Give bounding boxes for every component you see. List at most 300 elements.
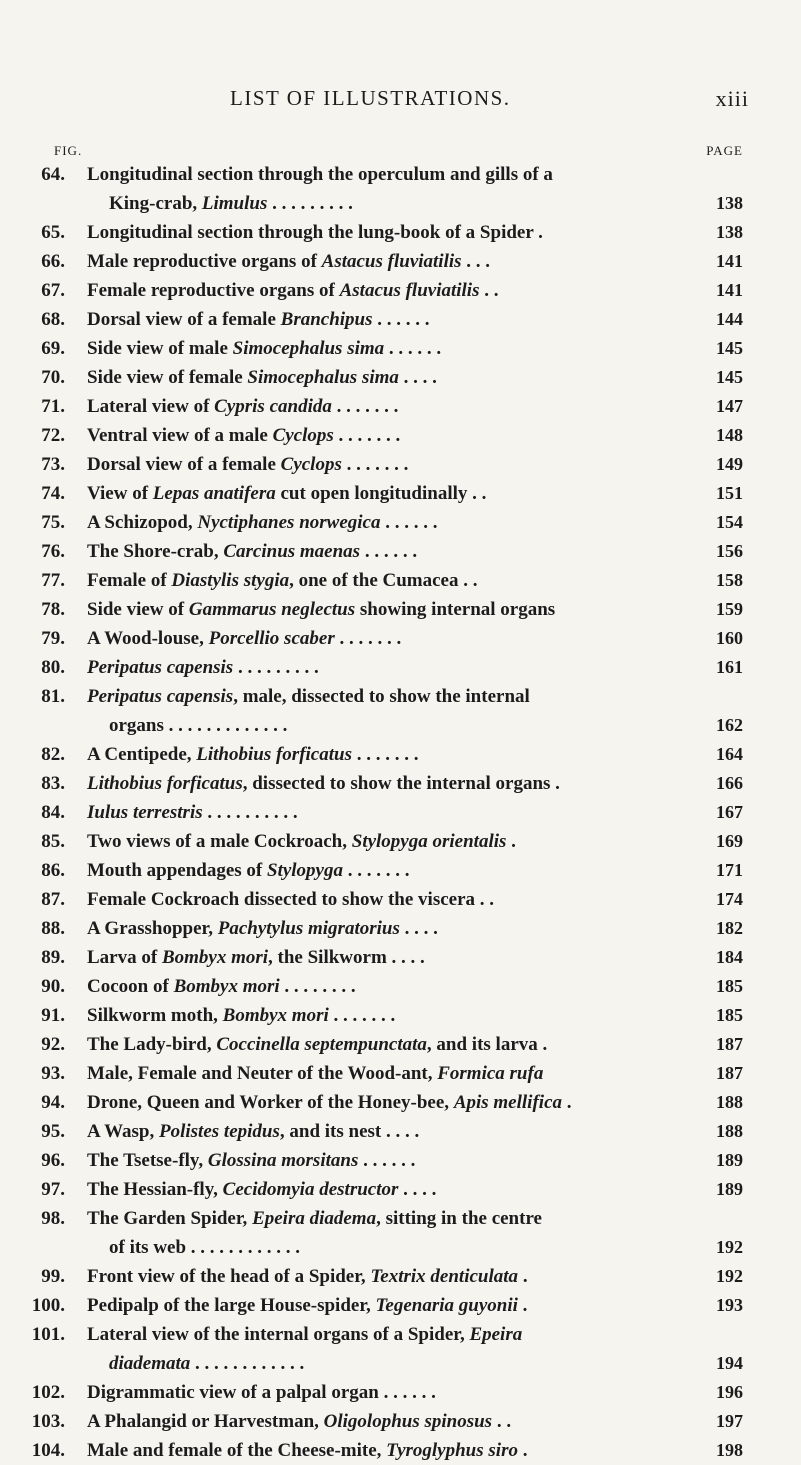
species-name: Porcellio scaber [208,628,335,649]
figure-number: 80. [41,657,65,678]
species-name: Glossina morsitans [207,1150,359,1171]
caption-line [87,595,667,624]
caption-text: , and its nest . . . . [279,1121,420,1142]
page-reference: 148 [716,425,743,445]
page-reference: 196 [716,1382,743,1402]
list-item [0,972,801,1001]
page-reference: 147 [716,396,743,416]
running-title: LIST OF ILLUSTRATIONS. [230,86,511,110]
species-name: Apis mellifica [453,1092,562,1113]
caption-text: Longitudinal section through the operculum and gills of a [87,164,553,185]
figure-caption [87,856,667,885]
page-reference: 185 [716,1005,743,1025]
caption-text: Silkworm moth, [87,1005,223,1026]
list-item [0,1059,801,1088]
caption-text: Female reproductive organs of [87,280,340,301]
figure-caption [87,421,667,450]
caption-text: Cocoon of [87,976,174,997]
page-column-label: PAGE [706,143,743,158]
species-name: Cyclops [272,425,334,446]
caption-line [87,305,667,334]
caption-line [87,711,667,740]
figure-caption [87,885,667,914]
page-reference: 138 [716,222,743,242]
species-name: Iulus terrestris [87,802,203,823]
caption-text: . . . . . . . [333,425,401,446]
list-item [0,1320,801,1378]
figure-caption [87,450,667,479]
caption-text: , sitting in the centre [376,1208,542,1229]
caption-line [87,1407,667,1436]
page-reference: 187 [716,1063,743,1083]
page-reference: 149 [716,454,743,474]
page-reference: 192 [716,1237,743,1257]
figure-number: 81. [41,686,65,707]
caption-line [87,247,667,276]
caption-text: . [506,831,516,852]
caption-text: Side view of female [87,367,248,388]
caption-text: The Shore-crab, [87,541,224,562]
list-item [0,827,801,856]
page-reference: 182 [716,918,743,938]
caption-text: Dorsal view of a female [87,309,281,330]
species-name: Astacus fluviatilis [339,280,480,301]
species-name: Astacus fluviatilis [321,251,462,272]
caption-line [87,566,667,595]
caption-line [87,479,667,508]
figure-number: 98. [41,1208,65,1229]
caption-text: A Wood-louse, [87,628,209,649]
caption-line [87,421,667,450]
caption-line [87,392,667,421]
figure-caption [87,1320,667,1378]
figure-caption [87,769,667,798]
species-name: Bombyx mori [173,976,280,997]
figure-caption [87,1059,667,1088]
figure-caption [87,276,667,305]
species-name: Stylopyga [267,860,343,881]
figure-caption [87,827,667,856]
caption-text: . . . . . . [372,309,430,330]
species-name: Lepas anatifera [152,483,276,504]
caption-text: Lateral view of the internal organs of a Spider, [87,1324,470,1345]
caption-text: Dorsal view of a female [87,454,281,475]
list-item [0,479,801,508]
page-reference: 160 [716,628,743,648]
species-name: Cyclops [280,454,342,475]
list-item [0,1001,801,1030]
caption-text: A Grasshopper, [87,918,218,939]
caption-text: Male reproductive organs of [87,251,322,272]
page-reference: 187 [716,1034,743,1054]
caption-text: The Tsetse-fly, [87,1150,208,1171]
figure-number: 77. [41,570,65,591]
figure-caption [87,392,667,421]
species-name: Lithobius forficatus [87,773,243,794]
figure-caption [87,479,667,508]
figure-number: 72. [41,425,65,446]
caption-line [87,1204,667,1233]
caption-text: . . . . [398,367,437,388]
caption-line [87,740,667,769]
caption-text: Longitudinal section through the lung-book of a Spider . [87,222,543,243]
caption-text: Digrammatic view of a palpal organ . . . . . . [87,1382,436,1403]
species-name: Simocephalus sima [232,338,385,359]
caption-line [87,972,667,1001]
caption-line [87,450,667,479]
caption-text: , and its larva . [426,1034,548,1055]
list-item [0,450,801,479]
running-header [0,86,801,116]
caption-text: Front view of the head of a Spider, [87,1266,371,1287]
figure-number: 94. [41,1092,65,1113]
caption-line [87,1291,667,1320]
caption-line [87,363,667,392]
figure-caption [87,247,667,276]
page-reference: 158 [716,570,743,590]
caption-line [87,1030,667,1059]
caption-text: Female Cockroach dissected to show the viscera . . [87,889,495,910]
figure-caption [87,1175,667,1204]
page-reference: 151 [716,483,743,503]
caption-line [87,334,667,363]
page-reference: 185 [716,976,743,996]
caption-text: Male, Female and Neuter of the Wood-ant, [87,1063,438,1084]
list-item [0,1204,801,1262]
list-item [0,421,801,450]
figure-number: 73. [41,454,65,475]
list-item [0,537,801,566]
list-item [0,856,801,885]
page-reference: 192 [716,1266,743,1286]
figure-number: 85. [41,831,65,852]
list-item [0,276,801,305]
species-name: Cypris candida [214,396,332,417]
species-name: Tyroglyphus siro [386,1440,518,1461]
page-reference: 188 [716,1121,743,1141]
species-name: Peripatus capensis [87,657,234,678]
caption-line [87,276,667,305]
page-reference: 189 [716,1179,743,1199]
caption-text: . . [492,1411,512,1432]
page-reference: 189 [716,1150,743,1170]
figure-number: 67. [41,280,65,301]
figure-number: 68. [41,309,65,330]
figure-caption [87,740,667,769]
figure-caption [87,363,667,392]
figure-caption [87,1291,667,1320]
caption-text: , male, dissected to show the internal [233,686,530,707]
figure-caption [87,1436,667,1465]
caption-line [87,1117,667,1146]
caption-text: . [517,1440,528,1461]
figure-number: 92. [41,1034,65,1055]
figure-caption [87,1407,667,1436]
caption-text: . . . . . . . [351,744,419,765]
caption-text: . . . . [398,1179,437,1200]
caption-line [87,160,667,189]
species-name: Formica rufa [437,1063,544,1084]
figure-number: 99. [41,1266,65,1287]
list-item [0,914,801,943]
caption-text: . . . . . . . . . [233,657,319,678]
page-reference: 145 [716,338,743,358]
figure-number: 96. [41,1150,65,1171]
caption-line [87,1349,667,1378]
figure-caption [87,624,667,653]
caption-text: . . . . . . . [331,396,399,417]
figure-number: 66. [41,251,65,272]
list-item [0,392,801,421]
caption-line [87,856,667,885]
page-reference: 194 [716,1353,743,1373]
page-reference: 164 [716,744,743,764]
caption-line [87,769,667,798]
caption-text: Lateral view of [87,396,215,417]
caption-text: A Schizopod, [87,512,198,533]
page-reference: 167 [716,802,743,822]
caption-line [87,508,667,537]
page-reference: 197 [716,1411,743,1431]
list-item [0,595,801,624]
caption-text: . . . . . . . . [279,976,356,997]
caption-text: . . . . . . . . . . [202,802,298,823]
caption-text: A Phalangid or Harvestman, [87,1411,324,1432]
caption-line [87,798,667,827]
caption-text: , the Silkworm . . . . [268,947,425,968]
species-name: Carcinus maenas [223,541,361,562]
caption-text: Female of [87,570,172,591]
list-item [0,1117,801,1146]
species-name: Stylopyga orientalis [351,831,507,852]
figure-number: 91. [41,1005,65,1026]
caption-text: showing internal organs [355,599,556,620]
list-item [0,1262,801,1291]
list-item [0,218,801,247]
list-item [0,508,801,537]
caption-text: . . . . . . . [343,860,410,881]
figure-number: 83. [41,773,65,794]
figure-caption [87,1146,667,1175]
species-name: Oligolophus spinosus [323,1411,493,1432]
figure-number: 71. [41,396,65,417]
figure-number: 89. [41,947,65,968]
caption-text: . . . . . . . [328,1005,396,1026]
list-item [0,1291,801,1320]
species-name: Coccinella septempunctata [216,1034,427,1055]
figure-number: 84. [41,802,65,823]
caption-line [87,624,667,653]
figure-caption [87,798,667,827]
list-item [0,943,801,972]
caption-line [87,1088,667,1117]
figure-caption [87,1088,667,1117]
caption-text: . . [479,280,499,301]
figure-caption [87,972,667,1001]
list-item [0,1407,801,1436]
caption-text: . . . . . . [360,541,418,562]
species-name: Epeira diadema [252,1208,377,1229]
figure-number: 101. [31,1324,65,1345]
species-name: Pachytylus migratorius [217,918,400,939]
figure-number: 65. [41,222,65,243]
caption-line [87,885,667,914]
figure-caption [87,1204,667,1262]
caption-text: A Centipede, [87,744,197,765]
figure-caption [87,305,667,334]
caption-line [87,1378,667,1407]
list-item [0,1378,801,1407]
caption-text: View of [87,483,153,504]
species-name: Diastylis stygia [171,570,290,591]
caption-text: . . . . . . . . . [267,193,353,214]
page-reference: 171 [716,860,743,880]
list-item [0,1030,801,1059]
species-name: Bombyx mori [222,1005,329,1026]
figure-caption [87,1262,667,1291]
page-reference: 198 [716,1440,743,1460]
figure-number: 76. [41,541,65,562]
list-item [0,769,801,798]
species-name: Tegenaria guyonii [375,1295,518,1316]
page-reference: 188 [716,1092,743,1112]
species-name: Cecidomyia destructor [222,1179,399,1200]
roman-page-number: xiii [715,86,749,111]
caption-text: . . . . . . [380,512,438,533]
page-reference: 156 [716,541,743,561]
caption-text: Two views of a male Cockroach, [87,831,352,852]
list-item [0,1146,801,1175]
caption-text: . [517,1295,528,1316]
caption-line [87,218,667,247]
figure-caption [87,943,667,972]
caption-line [87,1001,667,1030]
figure-number: 102. [31,1382,65,1403]
list-item [0,740,801,769]
caption-text: . . . . . . [358,1150,416,1171]
species-name: Polistes tepidus [159,1121,280,1142]
fig-column-label: FIG. [54,143,83,158]
figure-number: 88. [41,918,65,939]
page-reference: 184 [716,947,743,967]
figure-caption [87,218,667,247]
caption-line [87,914,667,943]
caption-text: Male and female of the Cheese-mite, [87,1440,387,1461]
figure-caption [87,334,667,363]
figure-caption [87,566,667,595]
figure-number: 103. [31,1411,65,1432]
page-reference: 141 [716,251,743,271]
caption-line [87,1262,667,1291]
caption-line [87,1175,667,1204]
caption-line [87,1059,667,1088]
list-item [0,160,801,218]
figure-number: 90. [41,976,65,997]
caption-line [87,1146,667,1175]
species-name: diademata [109,1353,191,1374]
figure-number: 86. [41,860,65,881]
caption-text: . [562,1092,572,1113]
figure-number: 82. [41,744,65,765]
figure-number: 78. [41,599,65,620]
caption-line [87,189,667,218]
caption-text: . . . . . . . [334,628,402,649]
species-name: Bombyx mori [161,947,269,968]
caption-text: . . . . . . [384,338,442,359]
page-reference: 161 [716,657,743,677]
caption-text: , one of the Cumacea . . [289,570,478,591]
list-item [0,363,801,392]
list-item [0,1088,801,1117]
list-item [0,305,801,334]
figure-number: 70. [41,367,65,388]
page-reference: 144 [716,309,743,329]
figure-caption [87,1001,667,1030]
species-name: Nyctiphanes norwegica [197,512,381,533]
illustration-list [0,160,801,1465]
figure-number: 87. [41,889,65,910]
species-name: Limulus [201,193,268,214]
figure-caption [87,1378,667,1407]
caption-text: The Lady-bird, [87,1034,217,1055]
caption-text: The Garden Spider, [87,1208,253,1229]
page-reference: 138 [716,193,743,213]
page-reference: 174 [716,889,743,909]
figure-caption [87,1117,667,1146]
page-reference: 166 [716,773,743,793]
caption-line [87,1320,667,1349]
figure-number: 97. [41,1179,65,1200]
figure-number: 93. [41,1063,65,1084]
list-item [0,1175,801,1204]
caption-line [87,943,667,972]
figure-number: 100. [31,1295,65,1316]
figure-caption [87,1030,667,1059]
caption-text: of its web . . . . . . . . . . . . [109,1237,301,1258]
caption-line [87,1436,667,1465]
caption-text: cut open longitudinally . . [275,483,487,504]
caption-line [87,653,667,682]
caption-text: . . . [461,251,491,272]
page-reference: 162 [716,715,743,735]
caption-text: Drone, Queen and Worker of the Honey-bee, [87,1092,454,1113]
figure-caption [87,914,667,943]
list-item [0,1436,801,1465]
caption-text: Mouth appendages of [87,860,267,881]
list-item [0,566,801,595]
caption-text: Ventral view of a male [87,425,273,446]
caption-text: . [518,1266,528,1287]
caption-text: Side view of male [87,338,233,359]
caption-text: organs . . . . . . . . . . . . . [109,715,288,736]
list-item [0,885,801,914]
caption-text: Larva of [87,947,162,968]
caption-text: , dissected to show the internal organs . [242,773,560,794]
figure-number: 69. [41,338,65,359]
species-name: Textrix denticulata [370,1266,519,1287]
figure-caption [87,508,667,537]
page-reference: 193 [716,1295,743,1315]
caption-text: . . . . . . . . . . . . [190,1353,305,1374]
species-name: Peripatus capensis [87,686,234,707]
list-item [0,653,801,682]
page-reference: 159 [716,599,743,619]
figure-number: 79. [41,628,65,649]
figure-number: 104. [31,1440,65,1461]
page-reference: 154 [716,512,743,532]
list-item [0,682,801,740]
figure-caption [87,595,667,624]
